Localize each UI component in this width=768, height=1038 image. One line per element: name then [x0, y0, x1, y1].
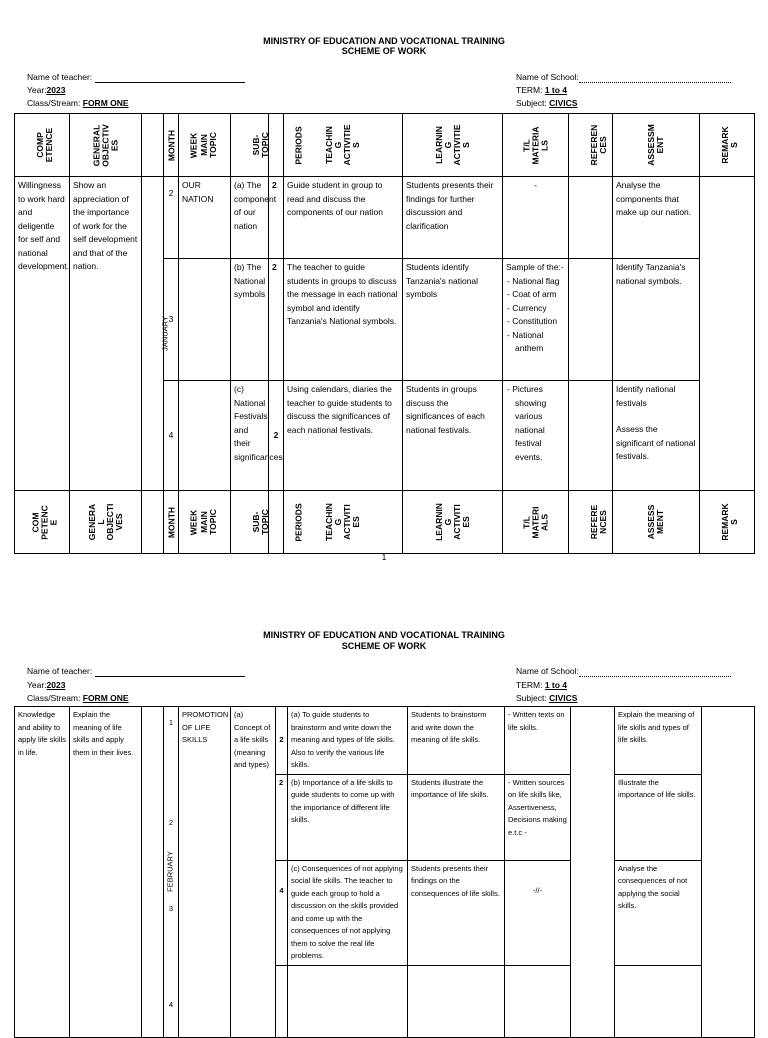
term-label: TERM:: [516, 680, 543, 690]
materials-intro: Sample of the:-: [506, 262, 564, 272]
learning-cell: Students in groups discuss the significances of each national festivals.: [403, 381, 503, 491]
main-topic-cell: [179, 259, 231, 381]
col-header: MAIN TOPIC: [179, 491, 231, 554]
month-cell: [142, 707, 175, 1038]
list-item: - National anthem: [515, 329, 565, 356]
scheme-table-page1: [14, 113, 755, 554]
list-item: - National flag: [515, 275, 565, 289]
table-row: [15, 707, 755, 775]
sub-topic-cell: (b) The National symbols: [231, 259, 269, 381]
col-header: PERIODS: [269, 491, 284, 554]
col-header: SUB- TOPIC: [231, 491, 269, 554]
learning-cell: Students to brainstorm and write down the meaning of life skills.: [408, 707, 505, 775]
periods-cell: 2: [276, 707, 288, 775]
assessment-cell: Analyse the consequences of not applying the social skills.: [615, 860, 702, 965]
teaching-cell: Using calendars, diaries the teacher to guide students to discuss the significances of each national festivals.: [284, 381, 403, 491]
teaching-cell: [288, 965, 408, 1037]
teaching-cell: (b) Importance of a life skills to guide students to come up with the importance of different life skills.: [288, 774, 408, 860]
year-value: 2023: [46, 680, 66, 690]
assessment-cell: Identify Tanzania's national symbols.: [613, 259, 700, 381]
periods-cell: [276, 965, 288, 1037]
assessment-line: Identify national festivals: [616, 384, 676, 408]
list-item: - Pictures showing various national festival events.: [515, 383, 565, 464]
sub-topic-cell: (c) National Festivals and their significances: [231, 381, 269, 491]
teacher-row: [27, 666, 245, 677]
competence-cell: Willingness to work hard and deligentle for self and national development.: [15, 177, 70, 491]
teaching-cell: (a) To guide students to brainstorm and write down the meaning and types of life skills. Also to verify the various life skills.: [288, 707, 408, 775]
week-list: [164, 707, 178, 1025]
list-item: - Coat of arm: [515, 288, 565, 302]
remarks-cell: [702, 707, 755, 1038]
materials-cell: -: [503, 177, 569, 259]
col-header: MONTH: [142, 491, 164, 554]
school-label: Name of School:: [516, 72, 579, 82]
learning-cell: Students presents their findings on the consequences of life skills.: [408, 860, 505, 965]
learning-cell: [408, 965, 505, 1037]
objective-cell: Explain the meaning of life skills and apply them in their lives.: [70, 707, 142, 1038]
school-row: [516, 666, 731, 677]
col-header: WEEK: [164, 114, 179, 177]
col-header: MAIN TOPIC: [179, 114, 231, 177]
school-row: [516, 72, 731, 83]
col-header: REFEREN CES: [569, 114, 613, 177]
year-label: Year:: [27, 85, 47, 95]
learning-cell: Students identify Tanzania's national symbols: [403, 259, 503, 381]
list-item: - Currency: [515, 302, 565, 316]
subject-label: Subject:: [516, 693, 547, 703]
term-row: [516, 85, 567, 96]
teaching-cell: The teacher to guide students in groups to discuss the message in each national symbol and identify Tanzania's National symbols.: [284, 259, 403, 381]
month-label: JANUARY: [160, 316, 170, 351]
header-row-top: [15, 114, 755, 177]
objective-cell: Show an appreciation of the importance of work for the self development and that of the nation.: [70, 177, 142, 491]
scheme-table-page2: [14, 706, 755, 1038]
table-row: [15, 177, 755, 259]
references-cell: [569, 381, 613, 491]
school-label: Name of School:: [516, 666, 579, 676]
materials-cell: - Written texts on life skills.: [505, 707, 571, 775]
assessment-line: Assess the significant of national festivals.: [616, 424, 696, 461]
col-header: WEEK: [164, 491, 179, 554]
week-cell: 3: [164, 259, 179, 381]
sub-topic-cell: (a) The component of our nation: [231, 177, 269, 259]
col-header: T/L MATERI ALS: [503, 491, 569, 554]
class-label: Class/Stream:: [27, 693, 81, 703]
subject-value: CIVICS: [549, 693, 578, 703]
col-header: REFERE NCES: [569, 491, 613, 554]
assessment-cell: Explain the meaning of life skills and types of life skills.: [615, 707, 702, 775]
main-topic-cell: OUR NATION: [179, 177, 231, 259]
week-cell: 4: [164, 381, 179, 491]
col-header: REMARK S: [700, 114, 755, 177]
month-cell: [142, 177, 170, 491]
subject-label: Subject:: [516, 98, 547, 108]
month-label: FEBRUARY: [165, 851, 175, 893]
scheme-title: SCHEME OF WORK: [341, 46, 427, 56]
materials-cell: [503, 259, 569, 381]
col-header: SUB- TOPIC: [231, 114, 269, 177]
col-header: T/L MATERIA LS: [503, 114, 569, 177]
class-label: Class/Stream:: [27, 98, 81, 108]
materials-list: [506, 383, 565, 464]
teacher-label: Name of teacher:: [27, 72, 93, 82]
main-topic-cell: [179, 381, 231, 491]
teaching-cell: (c) Consequences of not applying social life skills. The teacher to guide each group to hold a discussion on the skills provided and come up with the consequences of not applying them to solve the real life problems.: [288, 860, 408, 965]
references-cell: [571, 707, 615, 1038]
list-item: - Constitution: [515, 315, 565, 329]
periods-cell: 2: [269, 381, 284, 491]
teacher-row: [27, 72, 245, 83]
materials-cell: - Written sources on life skills like, Assertiveness, Decisions making e.t.c -: [505, 774, 571, 860]
col-header: ASSESSM ENT: [613, 114, 700, 177]
page-number: 1: [381, 552, 387, 562]
term-label: TERM:: [516, 85, 543, 95]
col-header: PERIODS: [269, 114, 284, 177]
periods-cell: 2: [269, 177, 284, 259]
col-header: COMP ETENCE: [15, 114, 70, 177]
scheme-title: SCHEME OF WORK: [341, 641, 427, 651]
school-blank: [579, 82, 731, 83]
references-cell: [569, 177, 613, 259]
subject-row: [516, 693, 577, 704]
main-topic-cell: PROMOTION OF LIFE SKILLS: [179, 707, 231, 1038]
assessment-cell: Illustrate the importance of life skills.: [615, 774, 702, 860]
term-row: [516, 680, 567, 691]
teaching-cell: Guide student in group to read and discuss the components of our nation: [284, 177, 403, 259]
subject-value: CIVICS: [549, 98, 578, 108]
col-header: GENERAL OBJECTIV ES: [70, 114, 142, 177]
assessment-cell: [615, 965, 702, 1037]
week-cell: [164, 707, 179, 1038]
week-number: 1: [168, 718, 174, 727]
header-row-bottom: [15, 491, 755, 554]
materials-cell: [505, 965, 571, 1037]
week-number: 4: [168, 1000, 174, 1009]
sub-topic-cell: (a) Concept of a life skills (meaning and types): [231, 707, 276, 1038]
references-cell: [569, 259, 613, 381]
materials-list: [506, 275, 565, 356]
materials-cell: -//-: [505, 860, 571, 965]
year-value: 2023: [46, 85, 66, 95]
class-row: [27, 98, 129, 109]
class-row: [27, 693, 129, 704]
col-header: TEACHIN G ACTIVITI ES: [284, 491, 403, 554]
periods-cell: 4: [276, 860, 288, 965]
col-header: TEACHIN G ACTIVITIE S: [284, 114, 403, 177]
teacher-label: Name of teacher:: [27, 666, 93, 676]
term-value: 1 to 4: [544, 85, 568, 95]
remarks-cell: [700, 177, 755, 491]
week-number: 3: [168, 904, 174, 913]
teacher-blank: [95, 676, 245, 677]
year-row: [27, 85, 65, 96]
term-value: 1 to 4: [544, 680, 568, 690]
col-header: REMARK S: [700, 491, 755, 554]
assessment-cell: Analyse the components that make up our nation.: [613, 177, 700, 259]
periods-cell: 2: [269, 259, 284, 381]
col-header: GENERA L OBJECTI VES: [70, 491, 142, 554]
year-row: [27, 680, 65, 691]
year-label: Year:: [27, 680, 47, 690]
teacher-blank: [95, 82, 245, 83]
ministry-title: MINISTRY OF EDUCATION AND VOCATIONAL TRAINING: [263, 630, 505, 640]
assessment-cell: [613, 381, 700, 491]
col-header: ASSESS MENT: [613, 491, 700, 554]
class-value: FORM ONE: [82, 693, 129, 703]
col-header: COM PETENC E: [15, 491, 70, 554]
ministry-title: MINISTRY OF EDUCATION AND VOCATIONAL TRAINING: [263, 36, 505, 46]
materials-cell: [503, 381, 569, 491]
school-blank: [579, 676, 731, 677]
col-header: LEARNIN G ACTIVITIE S: [403, 114, 503, 177]
class-value: FORM ONE: [82, 98, 129, 108]
week-number: 2: [168, 818, 174, 827]
learning-cell: Students presents their findings for further discussion and clarification: [403, 177, 503, 259]
col-header: LEARNIN G ACTIVITI ES: [403, 491, 503, 554]
week-cell: 2: [164, 177, 179, 259]
learning-cell: Students illustrate the importance of life skills.: [408, 774, 505, 860]
subject-row: [516, 98, 577, 109]
col-header: MONTH: [142, 114, 164, 177]
competence-cell: Knowledge and ability to apply life skills in life.: [15, 707, 70, 1038]
periods-cell: 2: [276, 774, 288, 860]
